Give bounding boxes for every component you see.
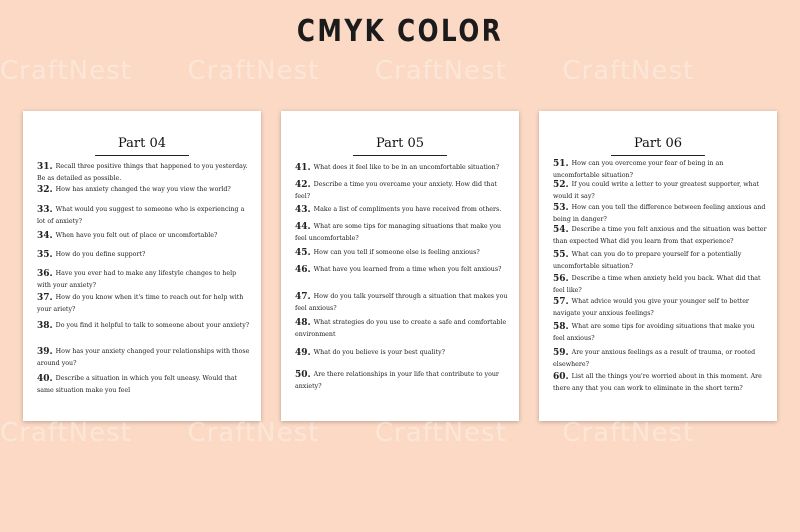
question-text: Describe a time you overcame your anxiety. How did that feel? bbox=[295, 181, 497, 201]
question-text: Describe a time when anxiety held you back. What did that feel like? bbox=[553, 275, 761, 295]
watermark-row-top bbox=[0, 56, 800, 86]
worksheet-page-part-06 bbox=[539, 111, 777, 421]
watermark: CraftNest bbox=[562, 56, 695, 86]
question-number: 40. bbox=[37, 374, 53, 384]
title-underline bbox=[353, 155, 447, 156]
question-item bbox=[295, 162, 509, 175]
question-number: 32. bbox=[37, 185, 53, 195]
question-number: 60. bbox=[553, 372, 569, 382]
question-item bbox=[37, 346, 251, 368]
question-number: 51. bbox=[553, 159, 569, 169]
question-text: How can you tell if someone else is feeling anxious? bbox=[313, 249, 480, 256]
question-number: 31. bbox=[37, 162, 53, 172]
question-number: 55. bbox=[553, 250, 569, 260]
question-number: 33. bbox=[37, 205, 53, 215]
question-text: How do you talk yourself through a situation that makes you feel anxious? bbox=[295, 293, 508, 313]
question-item bbox=[553, 249, 767, 271]
watermark-row-bottom bbox=[0, 418, 800, 448]
question-item bbox=[295, 204, 509, 217]
watermark: CraftNest bbox=[187, 56, 320, 86]
question-number: 44. bbox=[295, 222, 311, 232]
worksheet-page-part-05 bbox=[281, 111, 519, 421]
title-underline bbox=[95, 155, 189, 156]
question-item bbox=[553, 347, 767, 369]
question-number: 45. bbox=[295, 248, 311, 258]
question-number: 36. bbox=[37, 269, 53, 279]
question-number: 42. bbox=[295, 180, 311, 190]
question-number: 46. bbox=[295, 265, 311, 275]
title-underline bbox=[611, 155, 705, 156]
question-item bbox=[295, 264, 509, 277]
part-title: Part 05 bbox=[375, 136, 425, 151]
question-item bbox=[553, 371, 767, 393]
question-number: 37. bbox=[37, 293, 53, 303]
question-item bbox=[553, 296, 767, 318]
question-number: 57. bbox=[553, 297, 569, 307]
watermark: CraftNest bbox=[187, 418, 320, 448]
question-number: 48. bbox=[295, 318, 311, 328]
watermark: CraftNest bbox=[0, 56, 132, 86]
question-item bbox=[553, 224, 767, 246]
question-item bbox=[37, 320, 251, 333]
question-text: Describe a situation in which you felt uneasy. Would that same situation make you feel bbox=[37, 375, 238, 395]
question-item bbox=[553, 158, 767, 180]
question-number: 58. bbox=[553, 322, 569, 332]
question-text: What can you do to prepare yourself for a potentially uncomfortable situation? bbox=[553, 251, 742, 271]
watermark: CraftNest bbox=[374, 56, 507, 86]
question-number: 49. bbox=[295, 348, 311, 358]
question-text: What are some tips for avoiding situations that make you feel anxious? bbox=[553, 323, 755, 343]
question-item bbox=[295, 247, 509, 260]
part-title: Part 04 bbox=[117, 136, 167, 151]
question-text: What advice would you give your younger self to better navigate your anxious feelings? bbox=[553, 298, 749, 318]
question-text: What are some tips for managing situations that make you feel uncomfortable? bbox=[295, 223, 502, 243]
question-text: How has your anxiety changed your relationships with those around you? bbox=[37, 348, 250, 368]
question-text: Are your anxious feelings as a result of trauma, or rooted elsewhere? bbox=[553, 349, 756, 369]
question-number: 41. bbox=[295, 163, 311, 173]
worksheet-page-part-04 bbox=[23, 111, 261, 421]
question-text: Are there relationships in your life that contribute to your anxiety? bbox=[295, 371, 499, 391]
question-item bbox=[295, 221, 509, 243]
watermark: CraftNest bbox=[0, 418, 132, 448]
question-number: 54. bbox=[553, 225, 569, 235]
question-item bbox=[37, 249, 251, 262]
question-text: List all the things you're worried about in this moment. Are there any that you can work to eliminate in the short term? bbox=[553, 373, 762, 393]
question-text: How can you tell the difference between feeling anxious and being in danger? bbox=[553, 204, 766, 224]
question-item bbox=[553, 273, 767, 295]
question-text: When have you felt out of place or uncomfortable? bbox=[55, 232, 218, 239]
question-item bbox=[553, 202, 767, 224]
question-number: 59. bbox=[553, 348, 569, 358]
question-item bbox=[37, 204, 251, 226]
question-number: 50. bbox=[295, 370, 311, 380]
question-item bbox=[37, 161, 251, 183]
question-text: How has anxiety changed the way you view the world? bbox=[55, 186, 231, 193]
watermark: CraftNest bbox=[562, 418, 695, 448]
question-text: Do you find it helpful to talk to someone about your anxiety? bbox=[55, 322, 250, 329]
question-number: 56. bbox=[553, 274, 569, 284]
question-number: 34. bbox=[37, 231, 53, 241]
question-text: Recall three positive things that happened to you yesterday. Be as detailed as possible. bbox=[37, 163, 248, 183]
question-text: If you could write a letter to your greatest supporter, what would it say? bbox=[553, 181, 760, 201]
question-item bbox=[37, 292, 251, 314]
question-number: 53. bbox=[553, 203, 569, 213]
question-number: 43. bbox=[295, 205, 311, 215]
question-number: 52. bbox=[553, 180, 569, 190]
question-text: What would you suggest to someone who is experiencing a lot of anxiety? bbox=[37, 206, 245, 226]
watermark: CraftNest bbox=[374, 418, 507, 448]
question-text: What have you learned from a time when you felt anxious? bbox=[313, 266, 502, 273]
question-text: What strategies do you use to create a safe and comfortable environment bbox=[295, 319, 507, 339]
question-item bbox=[295, 291, 509, 313]
question-number: 39. bbox=[37, 347, 53, 357]
question-item bbox=[295, 369, 509, 391]
question-text: Have you ever had to make any lifestyle changes to help with your anxiety? bbox=[37, 270, 237, 290]
question-item bbox=[37, 373, 251, 395]
page-title: CMYK COLOR bbox=[296, 14, 504, 49]
question-item bbox=[295, 179, 509, 201]
question-item bbox=[553, 179, 767, 201]
question-item bbox=[295, 347, 509, 360]
question-number: 47. bbox=[295, 292, 311, 302]
question-text: Describe a time you felt anxious and the situation was better than expected What did you learn from that experience? bbox=[553, 226, 767, 246]
question-text: What does it feel like to be in an uncomfortable situation? bbox=[313, 164, 500, 171]
question-item bbox=[295, 317, 509, 339]
question-text: Make a list of compliments you have received from others. bbox=[313, 206, 502, 213]
part-title: Part 06 bbox=[633, 136, 683, 151]
question-text: How can you overcome your fear of being in an uncomfortable situation? bbox=[553, 160, 724, 180]
question-number: 35. bbox=[37, 250, 53, 260]
question-number: 38. bbox=[37, 321, 53, 331]
question-item bbox=[37, 184, 251, 197]
question-item bbox=[37, 268, 251, 290]
question-text: What do you believe is your best quality? bbox=[313, 349, 446, 356]
question-item bbox=[37, 230, 251, 243]
question-text: How do you know when it's time to reach out for help with your ariety? bbox=[37, 294, 244, 314]
question-item bbox=[553, 321, 767, 343]
question-text: How do you define support? bbox=[55, 251, 146, 258]
